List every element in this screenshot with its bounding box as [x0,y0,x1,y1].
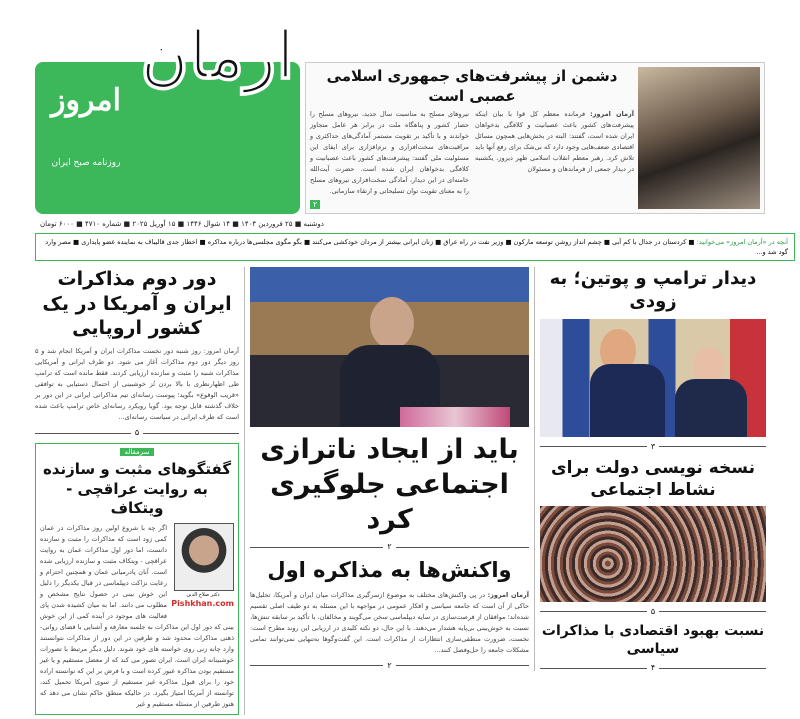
body-text: در پی واکنش‌های مختلف به موضوع ازسرگیری مذاکرات میان ایران و آمریکا، تحلیل‌ها حاکی از آن است که جامعه سیاسی و افکار عمومی در مواجهه با این مسئله به دو طیف اصلی تقسیم شده‌اند؛ موافقان از فرصت‌سازی در سایه دیپلماسی سخن می‌گویند و مخالفان، با تأکید بر سابقه تنش‌ها، نسبت به خوش‌بینی بی‌پایه هشدار می‌دهند. با این حال، دو نکته کلیدی در ارزیابی این روند مطرح است: نخست، ضرورت منطقی‌سازی انتظارات از مذاکرات است. این گفت‌وگوها به‌تنهایی نمی‌توانند تمامی مشکلات جامعه را حل‌وفصل کنند... [250,590,529,654]
left-page: ۵ [134,428,140,438]
center-photo [250,267,529,427]
divider [540,607,766,617]
crowd-photo [540,506,766,602]
right-headline-1: دیدار ترامپ و پوتین؛ به زودی [549,268,757,313]
logo-secondary: امروز [51,83,121,118]
trump-putin-photo [540,319,766,437]
date-line: دوشنبه ■ ۲۵ فروردین ۱۴۰۴ ■ ۱۴ شوال ۱۴۴۶ ■ ۱۵ آوریل ۲۰۲۵ ■ شماره ۴۷۱۰ ■ ۶۰۰۰ تومان [40,220,324,228]
logo-tagline: روزنامه صبح ایران [51,158,121,168]
author-photo [174,523,234,591]
right-headline-2: نسخه نویسی دولت برای نشاط اجتماعی [551,457,755,500]
center-page-1: ۲ [387,542,392,552]
watermark: Pishkhan.com [171,598,234,608]
editorial-body: اگر چه با شروع اولین روز مذاکرات در عمان کمی زود است که مذاکرات را مثبت و سازنده دانست، اما دور اول مذاکرات عمان به روایت عراقچی - ویتکاف مثبت و سازنده ارزیابی شده است. آنان پادرمیانی عمان و همچنین احترام و رعایت نزاکت دیپلماسی در قبال یکدیگر را دلیل این خوش بینی در حصول نتایج مشخص و مطلوب می دانند. اما به میان کشیده شدن پای فعالیت های موجود در آینده کمی از این خوش بینی که دور اول این مذاکرات به جلسه معارفه و آشنایی با فضای روانی- ذهنی مذاکرات محدود شد و طرفین در این دور از مذاکرات نتوانستند وارد چانه زنی روی خواسته های خود شوند. دلیل دیگر مرتبط با تصورات خوشبینانه ایران است. ایران تصور می کند که از معضل مستقیم و یا غیر مستقیم بودن مذاکره عبور کرده است و با فرض بر این که توانسته اراده خود را برای قبول مذاکره غیر مستقیم از سوی آمریکا تحمیل کند، توانسته از آمریکا امتیاز بگیرد. در حالیکه منطق حاکم نشان می دهد که هنوز طرفین از مسئله مستقیم و غیر [40,523,234,708]
author-figure [172,523,234,609]
top-story-page: ۲ [310,200,320,209]
divider [540,442,766,452]
divider [540,663,766,673]
top-story-body-left: نیروهای مسلح به مناسبت سال جدید، نیروهای مسلح را حصار کشور و پناهگاه ملت در برابر هر عامل متجاوز خواندند و با تأکید بر تقویت مستمر آمادگی‌های حداکثری و مراقبت‌های سخت‌افزاری و نرم‌افزاری برای ایفای این مسئولیت ملی گفتند: پیشرفت‌های کشور باعث عصبانیت و کلافگی بدخواهان ایران شده است. حضرت آیت‌الله خامنه‌ای در این دیدار، آمادگی سخت‌افزاری نیروهای مسلح را به معنای تقویت توان تسلیحاتی و ارتقاء سازمانی. [310,110,469,195]
top-story-body-right [475,109,634,197]
author-name: دکتر صلاح الدین [186,591,220,598]
right-page-3: ۴ [650,663,656,673]
left-body: آرمان امروز: روز شنبه دور نخست مذاکرات ایران و آمریکا انجام شد و ۵ روز دیگر دور دوم مذاکرات آغاز می شود. دو طرف ایرانی و آمریکایی مذاکرات شنبه را مثبت و سازنده ارزیابی کردند. فقط مانده است که ترامپ طی اظهارنظری با بالا بردن تُز خوشبینی از احتمال دستیابی به توافقی «قریب الوقوع» بگوید؛ پیوست رسانه‌ای تیم مذاکراتی ایرانی در این دور بر خلاف گذشته قابل توجه بود. گویا رویکرد رسانه‌ای خاص ترامپ باعث شده است که طرف ایرانی در سیاست رسانه‌ای... [35,347,239,422]
editorial-content [40,523,234,710]
right-page-2: ۵ [650,606,656,616]
right-page-1: ۳ [650,441,656,451]
editorial-headline: گفتگوهای مثبت و سازنده به روایت عراقچی - ویتکاف [42,460,232,518]
body-text: فرمانده معظم کل قوا با بیان اینکه پیشرفت‌های کشور باعث عصبانیت و کلافگی بدخواهان ایران شده است، گفتند: البته در بخش‌هایی همچون مسائل اقتصادی ضعف‌هایی وجود دارد که بی‌شک برای رفع آنها باید تلاش کرد. رهبر معظم انقلاب اسلامی ظهر دیروز، یکشنبه در دیدار جمعی از فرماندهان و مسئولان [475,110,634,173]
top-story-photo [638,67,760,209]
lead-label: آرمان امروز: [590,110,634,118]
divider [35,428,239,438]
right-headline-3: نسبت بهبود اقتصادی با مذاکرات سیاسی [541,622,765,658]
right-column [540,267,766,673]
top-story-box [305,62,765,214]
center-column [250,267,535,671]
top-story-headline: دشمن از پیشرفت‌های جمهوری اسلامی عصبی است [326,67,618,105]
editorial-box [35,443,239,715]
lead-label: آرمان امروز: [487,590,529,599]
divider [250,542,529,552]
ticker [35,233,795,261]
header [35,16,765,214]
center-headline-2: واکنش‌ها به مذاکره اول [267,558,512,583]
center-headline: باید از ایجاد ناترازی اجتماعی جلوگیری کرد [260,434,519,536]
logo-main: آرمان [140,16,295,94]
left-column [35,267,245,715]
divider [250,661,529,671]
top-story-text [310,67,634,209]
top-story-columns [310,109,634,197]
left-headline: دور دوم مذاکرات ایران و آمریکا در یک کشور اروپایی [42,268,232,340]
ticker-items: ■ کردستان در جدال با کم آبی ■ چشم انداز روشن توسعه مارکون ■ وزیر نفت در راه عراق ■ زنان ایرانی بیشتر از مردان خودکشی می‌کنند ■ بگو مگوی مجلسی‌ها درباره مذاکره ■ اخطار جدی قالیباف به نماینده عضو پایداری ■ مصر وارد گود شد و... [45,238,788,256]
center-body [250,590,529,656]
editorial-label: سرمقاله [120,448,153,456]
masthead-green-panel [35,16,300,214]
ticker-label: آنچه در «آرمان امروز» می‌خوانید: [696,238,788,246]
main-columns [35,267,770,715]
center-page-2: ۲ [387,660,392,670]
